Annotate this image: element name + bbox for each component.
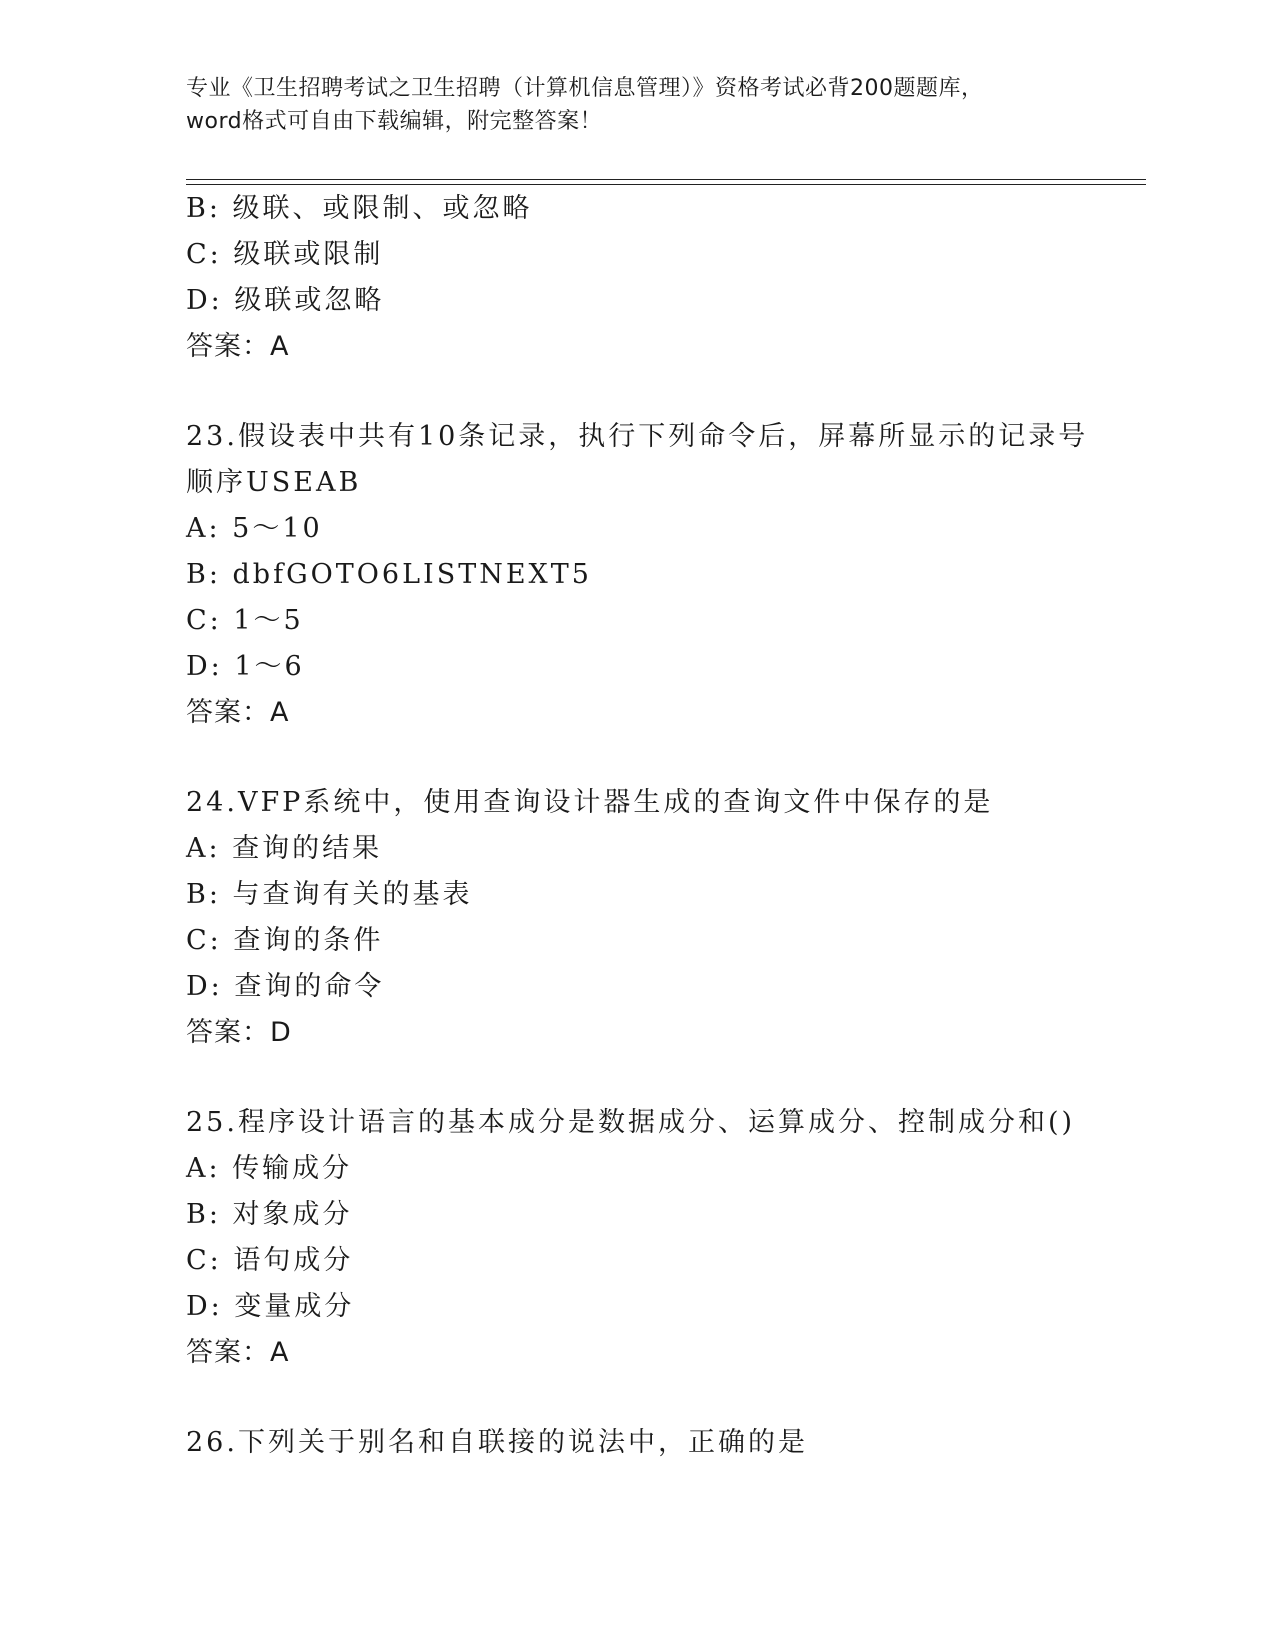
answer-label: 答案：D: [186, 1017, 292, 1048]
header-divider-top: [186, 179, 1146, 180]
answer-label: 答案：A: [186, 331, 290, 362]
option-c: C: 语句成分: [186, 1245, 354, 1276]
question-list: [186, 186, 1146, 1466]
document-header: [186, 72, 1086, 138]
answer-label: 答案：A: [186, 1337, 290, 1368]
header-divider-bottom: [186, 184, 1146, 185]
question-26: [186, 1420, 1146, 1466]
option-d: D: 变量成分: [186, 1291, 355, 1322]
answer-label: 答案：A: [186, 697, 290, 728]
option-a: A: 查询的结果: [186, 833, 383, 864]
question-25: [186, 1100, 1146, 1376]
option-b: B: dbfGOTO6LISTNEXT5: [186, 559, 592, 590]
question-stem-continued: 顺序USEAB: [186, 467, 362, 498]
question-stem: 24.VFP系统中，使用查询设计器生成的查询文件中保存的是: [186, 787, 994, 818]
question-stem: 25.程序设计语言的基本成分是数据成分、运算成分、控制成分和(): [186, 1107, 1076, 1138]
option-c: C: 1～5: [186, 605, 304, 636]
question-24: [186, 780, 1146, 1056]
option-c: C: 级联或限制: [186, 239, 384, 270]
option-d: D: 1～6: [186, 651, 305, 682]
question-23: [186, 414, 1146, 736]
option-d: D: 查询的命令: [186, 971, 385, 1002]
option-b: B: 对象成分: [186, 1199, 353, 1230]
option-b: B: 级联、或限制、或忽略: [186, 193, 533, 224]
option-a: A: 传输成分: [186, 1153, 353, 1184]
option-d: D: 级联或忽略: [186, 285, 385, 316]
option-a: A: 5～10: [186, 513, 323, 544]
option-c: C: 查询的条件: [186, 925, 384, 956]
question-stem: 23.假设表中共有10条记录，执行下列命令后，屏幕所显示的记录号: [186, 421, 1089, 452]
question-stem: 26.下列关于别名和自联接的说法中，正确的是: [186, 1427, 808, 1458]
option-b: B: 与查询有关的基表: [186, 879, 473, 910]
header-line-2: word格式可自由下载编辑，附完整答案！: [186, 109, 603, 134]
header-line-1: 专业《卫生招聘考试之卫生招聘（计算机信息管理）》资格考试必背200题题库，: [186, 76, 984, 101]
question-22-tail: [186, 186, 1146, 370]
